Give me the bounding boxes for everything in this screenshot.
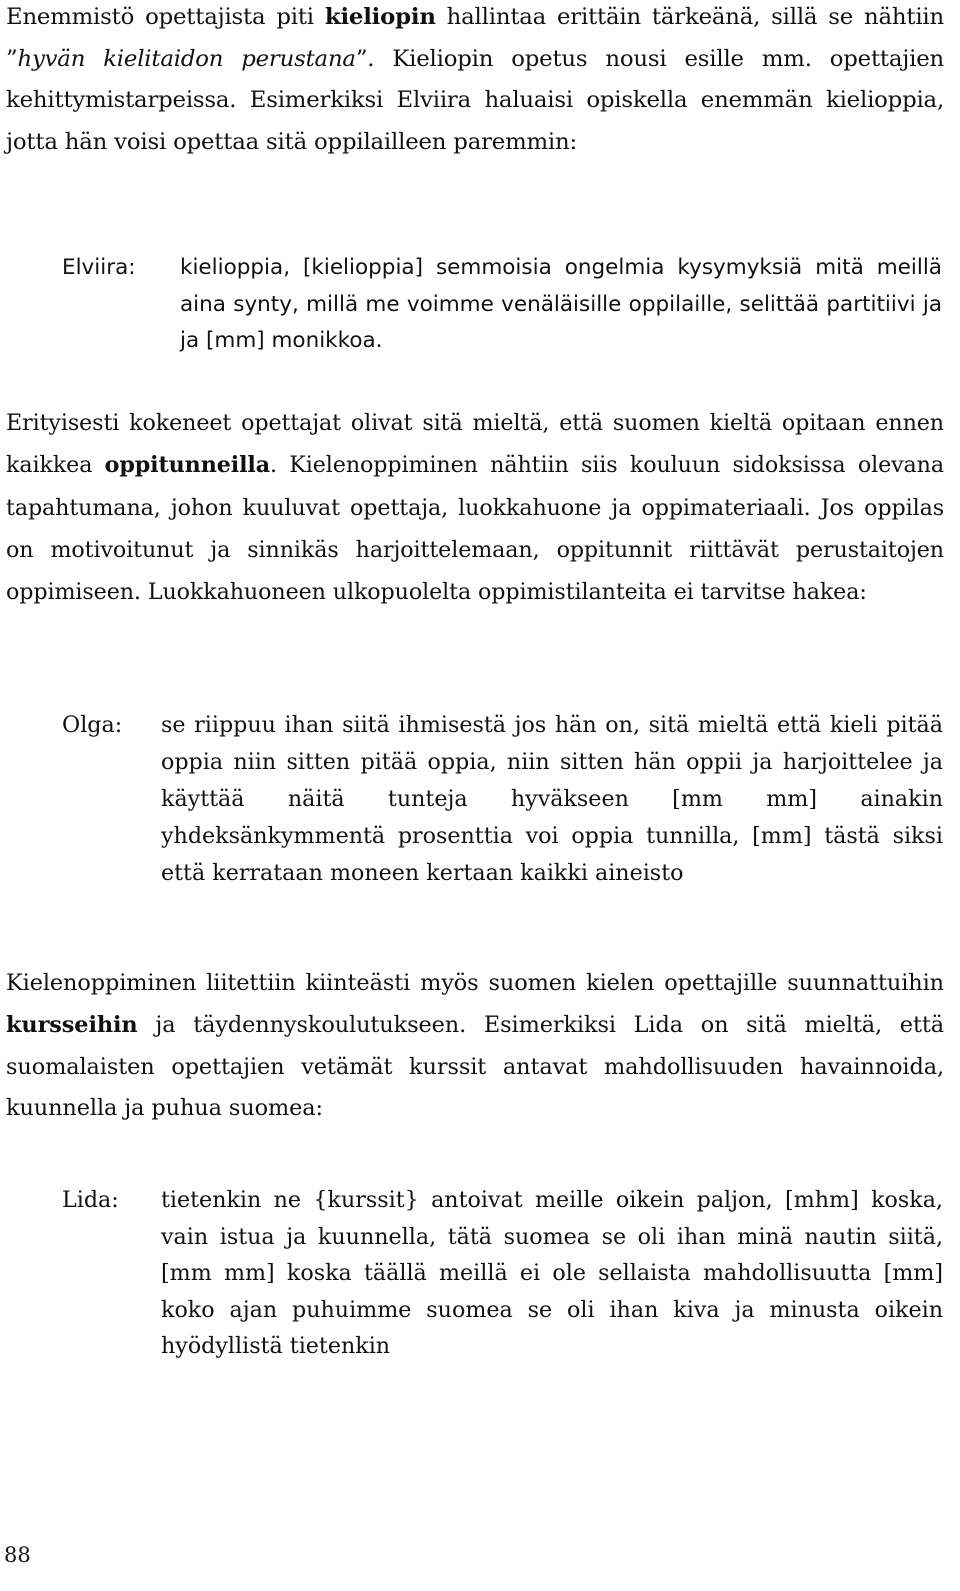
paragraph-lessons — [6, 402, 944, 613]
quoted-phrase: hyvän kielitaidon perustana — [17, 45, 356, 72]
text-segment: ”. Kieliopin opetus nousi esille mm. opettajien kehittymistarpeissa. Esimerkiksi Elviira haluaisi opiskella enemmän kielioppia, jotta hän voisi opettaa sitä oppilailleen paremmin: — [6, 45, 945, 155]
paragraph-courses — [6, 963, 944, 1130]
page-number: 88 — [4, 1543, 31, 1567]
text-segment: Kielenoppiminen liitettiin kiinteästi myös suomen kielen opettajille suunnattuihin — [6, 970, 944, 996]
speaker-label: Olga: — [62, 712, 123, 738]
emphasis-kieliopin: kieliopin — [324, 4, 436, 30]
text-segment: Erityisesti kokeneet opettajat olivat sitä mieltä, että suomen kieltä opitaan ennen kaikkea — [6, 410, 944, 479]
text-segment: ja täydennyskoulutukseen. Esimerkiksi Lida on sitä mieltä, että suomalaisten opettajien vetämät kurssit antavat mahdollisuuden havainnoida, kuunnella ja puhua suomea: — [6, 1011, 944, 1122]
emphasis-oppitunneilla: oppitunneilla — [104, 452, 271, 479]
quote-text: kielioppia, [kielioppia] semmoisia ongelmia kysymyksiä mitä meillä aina synty, millä me voimme venäläisille oppilaille, selittää partitiivi ja ja [mm] monikkoa. — [180, 255, 942, 354]
text-segment: Enemmistö opettajista piti — [6, 4, 325, 30]
text-segment: hallintaa erittäin tärkeänä, sillä se nähtiin ” — [6, 4, 944, 72]
paragraph-grammar — [6, 0, 944, 163]
text-segment: . Kielenoppiminen nähtiin siis kouluun sidoksissa olevana tapahtumana, johon kuuluvat opettaja, luokkahuone ja oppimateriaali. Jos oppilas on motivoitunut ja sinnikäs harjoittelemaan, oppitunnit riittävät perustaitojen oppimiseen. Luokkahuoneen ulkopuolelta oppimistilanteita ei tarvitse hakea: — [6, 452, 944, 606]
speaker-label: Elviira: — [62, 255, 136, 280]
quote-text: tietenkin ne {kurssit} antoivat meille oikein paljon, [mhm] koska, vain istua ja kuunnella, tätä suomea se oli ihan minä nautin siitä, [mm mm] koska täällä meillä ei ole sellaista mahdollisuutta [mm] koko ajan puhuimme suomea se oli ihan kiva ja minusta oikein hyödyllistä tietenkin — [161, 1187, 943, 1359]
emphasis-kursseihin: kursseihin — [6, 1011, 138, 1038]
quote-text: se riippuu ihan siitä ihmisestä jos hän on, sitä mieltä että kieli pitää oppia niin sitten pitää oppia, niin sitten hän oppii ja harjoittelee ja käyttää näitä tunteja hyväkseen [mm mm] ainakin yhdeksänkymmentä prosenttia voi oppia tunnilla, [mm] tästä siksi että kerrataan moneen kertaan kaikki aineisto — [161, 712, 943, 886]
speaker-label: Lida: — [62, 1187, 119, 1213]
